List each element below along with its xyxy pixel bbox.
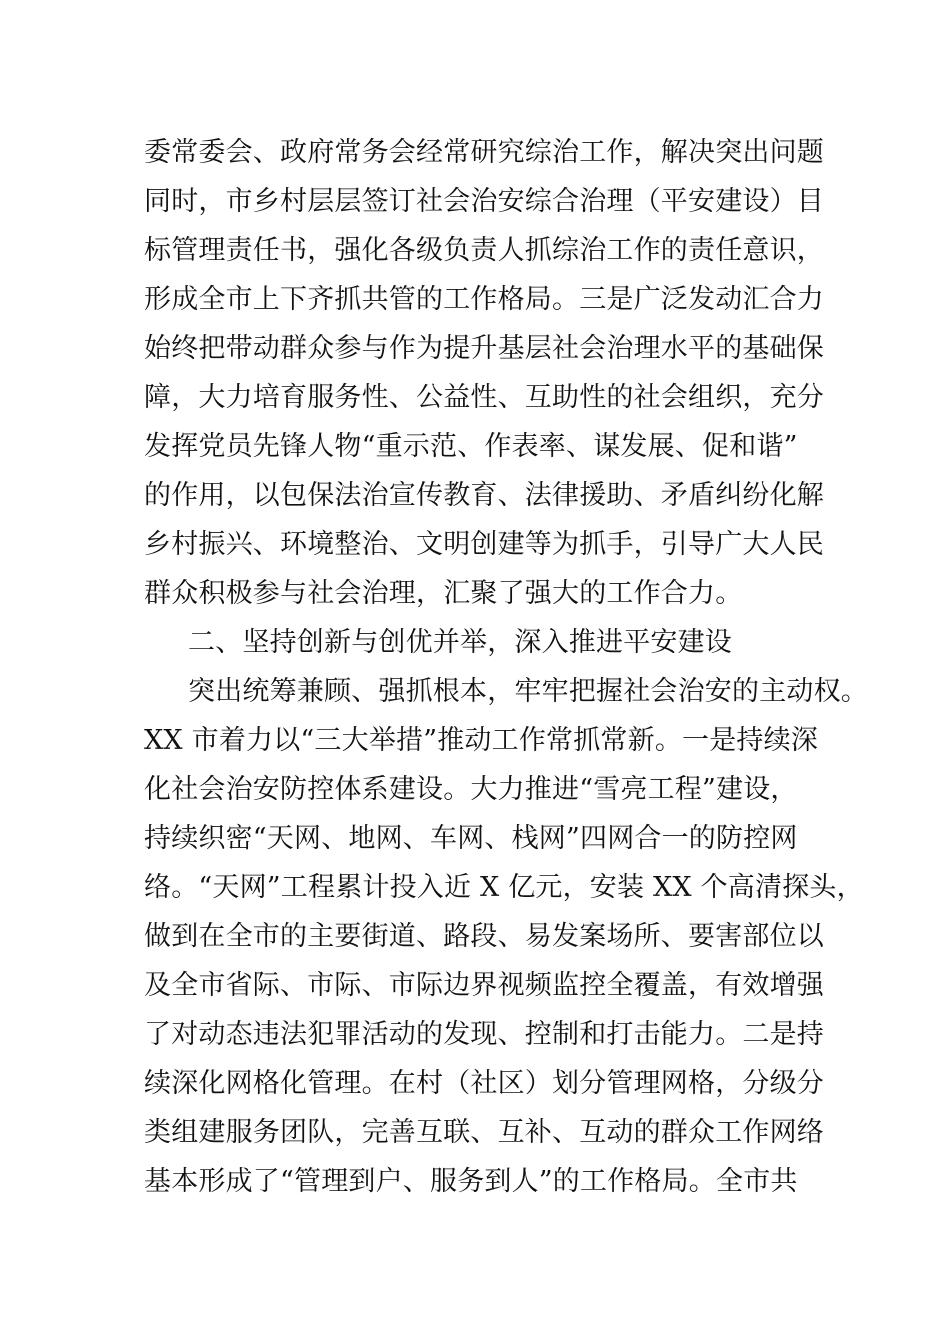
text-line: 持续织密“天网、地网、车网、栈网”四网合一的防控网: [144, 823, 798, 854]
text-line: 乡村振兴、环境整治、文明创建等为抓手，引导广大人民: [144, 529, 824, 560]
text-line: 化社会治安防控体系建设。大力推进“雪亮工程”建设，: [144, 774, 798, 805]
text-line: 了对动态违法犯罪活动的发现、控制和打击能力。二是持: [144, 1019, 824, 1050]
text-line: 委常委会、政府常务会经常研究综治工作，解决突出问题: [144, 137, 824, 168]
text-line: 群众积极参与社会治理，汇聚了强大的工作合力。: [144, 578, 743, 609]
section-heading: 二、坚持创新与创优并举，深入推进平安建设: [188, 627, 732, 658]
text-line: 基本形成了“管理到户、服务到人”的工作格局。全市共: [144, 1166, 798, 1197]
text-line: 形成全市上下齐抓共管的工作格局。三是广泛发动汇合力: [144, 284, 824, 315]
text-line: 同时，市乡村层层签订社会治安综合治理（平安建设）目: [144, 186, 824, 217]
text-line: 障，大力培育服务性、公益性、互助性的社会组织，充分: [144, 382, 824, 413]
text-line: XX 市着力以“三大举措”推动工作常抓常新。一是持续深: [144, 725, 819, 756]
text-line: 发挥党员先锋人物“重示范、作表率、谋发展、促和谐”: [144, 431, 798, 462]
document-body: [144, 128, 868, 1206]
text-line: 突出统筹兼顾、强抓根本，牢牢把握社会治安的主动权。: [188, 676, 868, 707]
text-line: 及全市省际、市际、市际边界视频监控全覆盖，有效增强: [144, 970, 824, 1001]
text-line: 标管理责任书，强化各级负责人抓综治工作的责任意识，: [144, 235, 824, 266]
text-line: 的作用，以包保法治宣传教育、法律援助、矛盾纠纷化解: [144, 480, 824, 511]
text-line: 类组建服务团队，完善互联、互补、互动的群众工作网络: [144, 1117, 824, 1148]
text-line: 络。“天网”工程累计投入近 X 亿元，安装 XX 个高清探头，: [144, 872, 864, 903]
text-line: 始终把带动群众参与作为提升基层社会治理水平的基础保: [144, 333, 824, 364]
text-line: 续深化网格化管理。在村（社区）划分管理网格，分级分: [144, 1068, 824, 1099]
text-line: 做到在全市的主要街道、路段、易发案场所、要害部位以: [144, 921, 824, 952]
